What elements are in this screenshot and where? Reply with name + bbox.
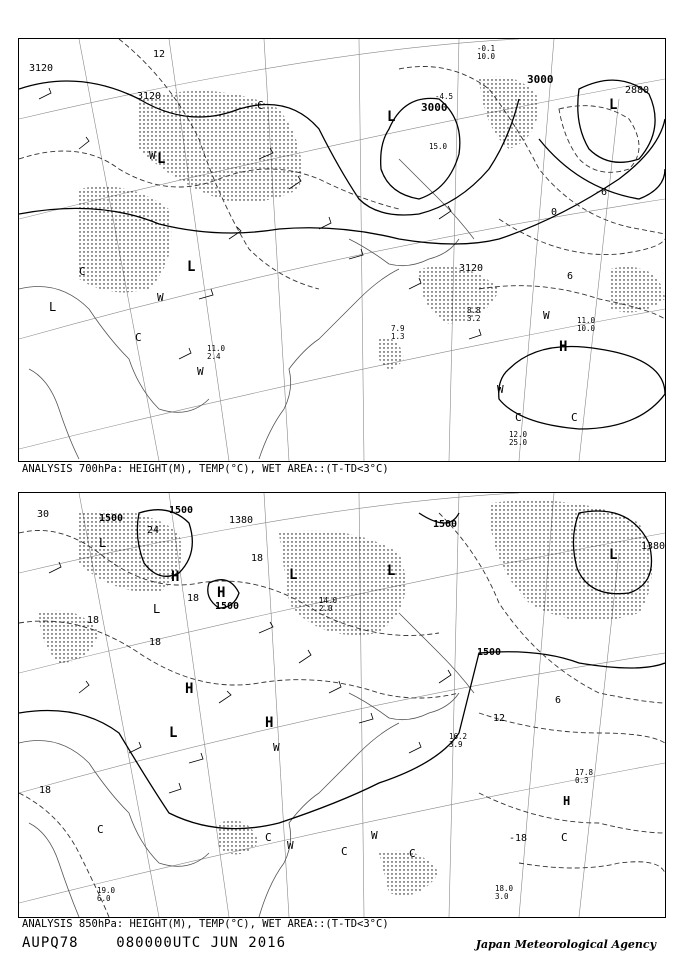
isotherm-label: 18	[149, 637, 162, 648]
isotherm-label: 18	[39, 785, 52, 796]
cold-area-marker: C	[409, 847, 416, 860]
isotherm-label: 6	[555, 695, 562, 706]
low-pressure-marker: L	[387, 109, 396, 125]
station-value: 6.0	[97, 894, 111, 903]
contour-label: 1500	[215, 601, 240, 612]
map-700hpa-canvas	[19, 39, 665, 461]
isotherm-label: 30	[37, 509, 50, 520]
isotherm-label: 6	[567, 271, 574, 282]
low-pressure-marker: L	[157, 151, 166, 167]
high-pressure-marker: H	[217, 585, 226, 601]
station-value: 14.0	[319, 596, 338, 605]
cold-area-marker: C	[561, 831, 568, 844]
station-value: 19.0	[97, 886, 116, 895]
cold-area-marker: C	[257, 99, 264, 112]
isotherm-label: -6	[595, 187, 608, 198]
station-value: 11.0	[577, 316, 596, 325]
isotherm-label: 18	[251, 553, 264, 564]
station-value: 3.0	[495, 892, 509, 901]
low-pressure-marker: L	[187, 259, 196, 275]
contour-label: 2880	[625, 85, 650, 96]
station-value: 16.2	[449, 732, 468, 741]
cold-area-marker: C	[97, 823, 104, 836]
station-value: 3.9	[449, 740, 463, 749]
station-value: 3.2	[467, 314, 481, 323]
station-value: 10.0	[577, 324, 596, 333]
isotherm-label: -18	[509, 833, 528, 844]
station-value: 15.0	[429, 142, 448, 151]
station-value: 18.0	[495, 884, 514, 893]
station-value: 17.8	[575, 768, 594, 777]
isotherm-label: 18	[187, 593, 200, 604]
station-value: 8.8	[467, 306, 481, 315]
map-850hpa-canvas	[19, 493, 665, 917]
agency-name: Japan Meteorological Agency	[475, 938, 656, 951]
contour-label: 1500	[477, 647, 502, 658]
contour-label: 3120	[137, 91, 162, 102]
contour-label: 1500	[99, 513, 124, 524]
low-pressure-marker: L	[49, 300, 57, 314]
warm-area-marker: W	[149, 149, 156, 162]
station-value: 1.3	[391, 332, 405, 341]
cold-area-marker: C	[135, 331, 142, 344]
low-pressure-marker: L	[153, 602, 161, 616]
contour-label: 1500	[169, 505, 194, 516]
cold-area-marker: C	[515, 411, 522, 424]
low-pressure-marker: L	[609, 97, 618, 113]
station-value: -4.5	[435, 92, 454, 101]
warm-area-marker: W	[497, 383, 504, 396]
caption-700hpa: ANALYSIS 700hPa: HEIGHT(M), TEMP(°C), WET AREA::(T-TD<3°C)	[22, 463, 389, 475]
contour-label: 1380	[641, 541, 665, 552]
contour-label: 1380	[229, 515, 254, 526]
bulletin-header: AUPQ78 080000UTC JUN 2016	[22, 935, 287, 951]
isotherm-label: 0	[551, 207, 558, 218]
station-value: 10.0	[477, 52, 496, 61]
high-pressure-marker: H	[559, 339, 568, 355]
cold-area-marker: C	[265, 831, 272, 844]
station-value: -0.1	[477, 44, 496, 53]
station-value: 12.0	[509, 430, 528, 439]
station-value: 7.9	[391, 324, 405, 333]
cold-area-marker: C	[341, 845, 348, 858]
station-value: 25.0	[509, 438, 528, 447]
station-value: 2.4	[207, 352, 221, 361]
map-panel-850hpa	[18, 492, 666, 918]
isotherm-label: 12	[153, 49, 166, 60]
map-panel-700hpa	[18, 38, 666, 462]
low-pressure-marker: L	[609, 547, 618, 563]
high-pressure-marker: H	[185, 681, 194, 697]
warm-area-marker: W	[157, 291, 164, 304]
station-value: 11.0	[207, 344, 226, 353]
low-pressure-marker: L	[387, 563, 396, 579]
isotherm-label: 12	[493, 713, 506, 724]
warm-area-marker: W	[197, 365, 204, 378]
warm-area-marker: W	[543, 309, 550, 322]
contour-label: 3000	[527, 73, 554, 86]
high-pressure-marker: H	[265, 715, 274, 731]
warm-area-marker: W	[371, 829, 378, 842]
high-pressure-marker: H	[171, 569, 180, 585]
station-value: 0.3	[575, 776, 589, 785]
contour-label: 3000	[421, 101, 448, 114]
warm-area-marker: W	[273, 741, 280, 754]
caption-850hpa: ANALYSIS 850hPa: HEIGHT(M), TEMP(°C), WET AREA::(T-TD<3°C)	[22, 918, 389, 930]
isotherm-label: 24	[147, 525, 160, 536]
warm-area-marker: W	[287, 839, 294, 852]
low-pressure-marker: L	[289, 567, 298, 583]
isotherm-label: 18	[87, 615, 100, 626]
cold-area-marker: C	[79, 265, 86, 278]
cold-area-marker: C	[571, 411, 578, 424]
low-pressure-marker: L	[169, 725, 178, 741]
station-value: 2.0	[319, 604, 333, 613]
contour-label: 3120	[29, 63, 54, 74]
contour-label: 1500	[433, 519, 458, 530]
high-pressure-marker: H	[563, 794, 571, 808]
low-pressure-marker: L	[99, 536, 107, 550]
contour-label: 3120	[459, 263, 484, 274]
